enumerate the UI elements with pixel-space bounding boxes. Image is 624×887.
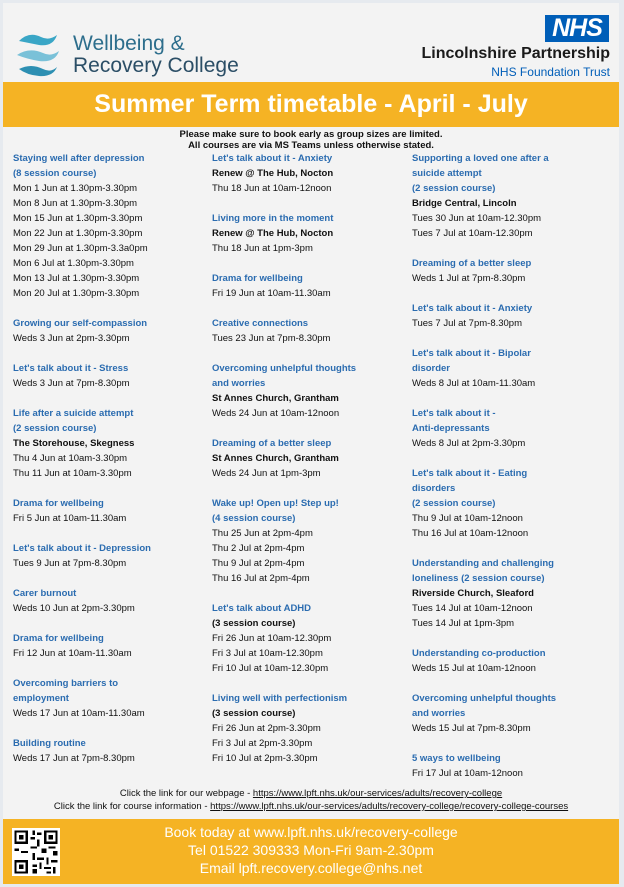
course-entry xyxy=(212,151,412,196)
course-entry xyxy=(412,466,612,541)
course-entry xyxy=(212,316,412,346)
notice-line-2: All courses are via MS Teams unless otherwise stated. xyxy=(188,140,434,151)
course-title: Let's talk about it - Anxiety xyxy=(412,303,533,314)
session-date: Thu 2 Jul at 2pm-4pm xyxy=(212,543,305,554)
session-date: Tues 23 Jun at 7pm-8.30pm xyxy=(212,333,331,344)
course-title: Let's talk about it - Anti-depressants xyxy=(412,408,496,434)
course-title: Living more in the moment xyxy=(212,213,334,224)
session-date: Weds 8 Jul at 10am-11.30am xyxy=(412,378,536,389)
session-date: Mon 29 Jun at 1.30pm-3.3a0pm xyxy=(13,243,148,254)
email-text: Email lpft.recovery.college@nhs.net xyxy=(199,860,423,876)
course-title: Growing our self-compassion xyxy=(13,318,148,329)
partnership-name: Lincolnshire Partnership xyxy=(421,45,610,62)
session-date: Mon 8 Jun at 1.30pm-3.30pm xyxy=(13,198,138,209)
course-entry xyxy=(13,541,213,571)
course-entry xyxy=(412,406,612,451)
session-date: Weds 17 Jun at 7pm-8.30pm xyxy=(13,753,135,764)
course-title: Overcoming barriers to employment xyxy=(13,678,119,704)
course-title: Staying well after depression (8 session course) xyxy=(13,153,145,179)
college-name-line2: Recovery College xyxy=(73,54,239,77)
course-entry xyxy=(13,316,213,346)
session-date: Thu 25 Jun at 2pm-4pm xyxy=(212,528,313,539)
session-date: Fri 3 Jul at 2pm-3.30pm xyxy=(212,738,313,749)
course-entry xyxy=(412,751,612,781)
session-date: Thu 18 Jun at 1pm-3pm xyxy=(212,243,313,254)
course-entry xyxy=(13,586,213,616)
session-date: Fri 17 Jul at 10am-12noon xyxy=(412,768,523,779)
session-date: Mon 20 Jul at 1.30pm-3.30pm xyxy=(13,288,140,299)
course-venue: (3 session course) xyxy=(212,618,296,629)
session-date: Thu 18 Jun at 10am-12noon xyxy=(212,183,332,194)
session-date: Weds 3 Jun at 2pm-3.30pm xyxy=(13,333,130,344)
session-date: Fri 10 Jul at 2pm-3.30pm xyxy=(212,753,318,764)
session-date: Mon 6 Jul at 1.30pm-3.30pm xyxy=(13,258,134,269)
course-title: Carer burnout xyxy=(13,588,77,599)
booking-url-text: Book today at www.lpft.nhs.uk/recovery-college xyxy=(164,824,458,840)
webpage-link[interactable]: https://www.lpft.nhs.uk/our-services/adults/recovery-college xyxy=(252,788,503,799)
course-title: Life after a suicide attempt (2 session course) xyxy=(13,408,134,434)
session-date: Tues 9 Jun at 7pm-8.30pm xyxy=(13,558,127,569)
course-entry xyxy=(13,631,213,661)
course-entry xyxy=(412,556,612,631)
course-column-2 xyxy=(212,151,412,781)
session-date: Mon 15 Jun at 1.30pm-3.30pm xyxy=(13,213,143,224)
course-title: Overcoming unhelpful thoughts and worries xyxy=(412,693,557,719)
course-entry xyxy=(13,361,213,391)
session-date: Weds 10 Jun at 2pm-3.30pm xyxy=(13,603,135,614)
course-entry xyxy=(412,301,612,331)
session-date: Tues 7 Jul at 10am-12.30pm xyxy=(412,228,533,239)
notice-line-1: Please make sure to book early as group sizes are limited. xyxy=(179,129,443,140)
course-title: Overcoming unhelpful thoughts and worries xyxy=(212,363,357,389)
course-column-1 xyxy=(13,151,213,781)
webpage-link-line xyxy=(3,787,619,800)
course-title: Let's talk about it - Bipolar disorder xyxy=(412,348,531,374)
course-entry xyxy=(212,361,412,421)
course-title: Let's talk about it - Depression xyxy=(13,543,151,554)
course-venue: Riverside Church, Sleaford xyxy=(412,588,534,599)
course-venue: St Annes Church, Grantham xyxy=(212,393,339,404)
session-date: Weds 3 Jun at 7pm-8.30pm xyxy=(13,378,130,389)
college-name xyxy=(73,33,239,77)
session-date: Thu 16 Jul at 10am-12noon xyxy=(412,528,529,539)
trust-name: NHS Foundation Trust xyxy=(491,65,610,79)
college-name-line1: Wellbeing & xyxy=(73,32,185,55)
wave-logo-icon xyxy=(15,29,61,79)
course-venue: St Annes Church, Grantham xyxy=(212,453,339,464)
course-venue: Renew @ The Hub, Nocton xyxy=(212,168,334,179)
course-entry xyxy=(212,271,412,301)
course-title: Understanding and challenging loneliness (2 session course) xyxy=(412,558,554,584)
course-title: Building routine xyxy=(13,738,86,749)
session-date: Fri 12 Jun at 10am-11.30am xyxy=(13,648,132,659)
phone-text: Tel 01522 309333 Mon-Fri 9am-2.30pm xyxy=(188,842,434,858)
course-title: 5 ways to wellbeing xyxy=(412,753,501,764)
session-date: Tues 30 Jun at 10am-12.30pm xyxy=(412,213,542,224)
links-section xyxy=(3,787,619,813)
session-date: Tues 14 Jul at 10am-12noon xyxy=(412,603,533,614)
course-title: Supporting a loved one after a suicide attempt (2 session course) xyxy=(412,153,549,194)
session-date: Thu 9 Jul at 2pm-4pm xyxy=(212,558,305,569)
course-title: Let's talk about it - Stress xyxy=(13,363,129,374)
webpage-link-prefix: Click the link for our webpage - xyxy=(119,788,253,799)
session-date: Weds 1 Jul at 7pm-8.30pm xyxy=(412,273,526,284)
courses-link-prefix: Click the link for course information - xyxy=(53,801,211,812)
session-date: Weds 24 Jun at 1pm-3pm xyxy=(212,468,321,479)
course-title: Dreaming of a better sleep xyxy=(212,438,332,449)
course-title: Let's talk about it - Eating disorders (2 session course) xyxy=(412,468,528,509)
course-title: Living well with perfectionism xyxy=(212,693,348,704)
session-date: Fri 10 Jul at 10am-12.30pm xyxy=(212,663,329,674)
session-date: Thu 16 Jul at 2pm-4pm xyxy=(212,573,310,584)
course-entry xyxy=(412,346,612,391)
course-title: Understanding co-production xyxy=(412,648,546,659)
session-date: Thu 11 Jun at 10am-3.30pm xyxy=(13,468,132,479)
session-date: Weds 17 Jun at 10am-11.30am xyxy=(13,708,145,719)
nhs-logo: NHS xyxy=(545,15,609,42)
session-date: Fri 26 Jun at 10am-12.30pm xyxy=(212,633,332,644)
course-entry xyxy=(212,211,412,256)
session-date: Weds 15 Jul at 7pm-8.30pm xyxy=(412,723,531,734)
course-entry xyxy=(412,256,612,286)
course-title: Drama for wellbeing xyxy=(212,273,303,284)
timetable-poster xyxy=(3,3,619,884)
contact-details xyxy=(3,823,619,877)
booking-notice xyxy=(3,129,619,151)
course-title: Drama for wellbeing xyxy=(13,498,104,509)
course-entry xyxy=(212,496,412,586)
course-column-3 xyxy=(412,151,612,796)
session-date: Tues 14 Jul at 1pm-3pm xyxy=(412,618,515,629)
course-venue: (3 session course) xyxy=(212,708,296,719)
courses-link[interactable]: https://www.lpft.nhs.uk/our-services/adults/recovery-college/recovery-college-courses xyxy=(210,801,569,812)
session-date: Fri 26 Jun at 2pm-3.30pm xyxy=(212,723,321,734)
session-date: Mon 13 Jul at 1.30pm-3.30pm xyxy=(13,273,140,284)
course-entry xyxy=(13,151,213,301)
course-entry xyxy=(412,691,612,736)
course-entry xyxy=(412,646,612,676)
session-date: Mon 22 Jun at 1.30pm-3.30pm xyxy=(13,228,143,239)
courses-link-line xyxy=(3,800,619,813)
course-entry xyxy=(13,676,213,721)
course-entry xyxy=(13,406,213,481)
course-title: Wake up! Open up! Step up! (4 session course) xyxy=(212,498,339,524)
session-date: Weds 15 Jul at 10am-12noon xyxy=(412,663,536,674)
session-date: Weds 24 Jun at 10am-12noon xyxy=(212,408,340,419)
session-date: Fri 3 Jul at 10am-12.30pm xyxy=(212,648,323,659)
course-entry xyxy=(212,691,412,766)
title-banner: Summer Term timetable - April - July xyxy=(3,82,619,127)
course-venue: Renew @ The Hub, Nocton xyxy=(212,228,334,239)
course-venue: Bridge Central, Lincoln xyxy=(412,198,517,209)
course-title: Drama for wellbeing xyxy=(13,633,104,644)
footer-banner xyxy=(3,819,619,884)
course-entry xyxy=(13,736,213,766)
course-title: Dreaming of a better sleep xyxy=(412,258,532,269)
session-date: Tues 7 Jul at 7pm-8.30pm xyxy=(412,318,523,329)
session-date: Thu 4 Jun at 10am-3.30pm xyxy=(13,453,128,464)
course-title: Creative connections xyxy=(212,318,309,329)
session-date: Fri 5 Jun at 10am-11.30am xyxy=(13,513,127,524)
session-date: Fri 19 Jun at 10am-11.30am xyxy=(212,288,331,299)
session-date: Thu 9 Jul at 10am-12noon xyxy=(412,513,523,524)
course-title: Let's talk about ADHD xyxy=(212,603,312,614)
course-entry xyxy=(412,151,612,241)
session-date: Weds 8 Jul at 2pm-3.30pm xyxy=(412,438,526,449)
course-entry xyxy=(212,436,412,481)
session-date: Mon 1 Jun at 1.30pm-3.30pm xyxy=(13,183,138,194)
course-venue: The Storehouse, Skegness xyxy=(13,438,135,449)
course-entry xyxy=(13,496,213,526)
course-title: Let's talk about it - Anxiety xyxy=(212,153,333,164)
course-entry xyxy=(212,601,412,676)
